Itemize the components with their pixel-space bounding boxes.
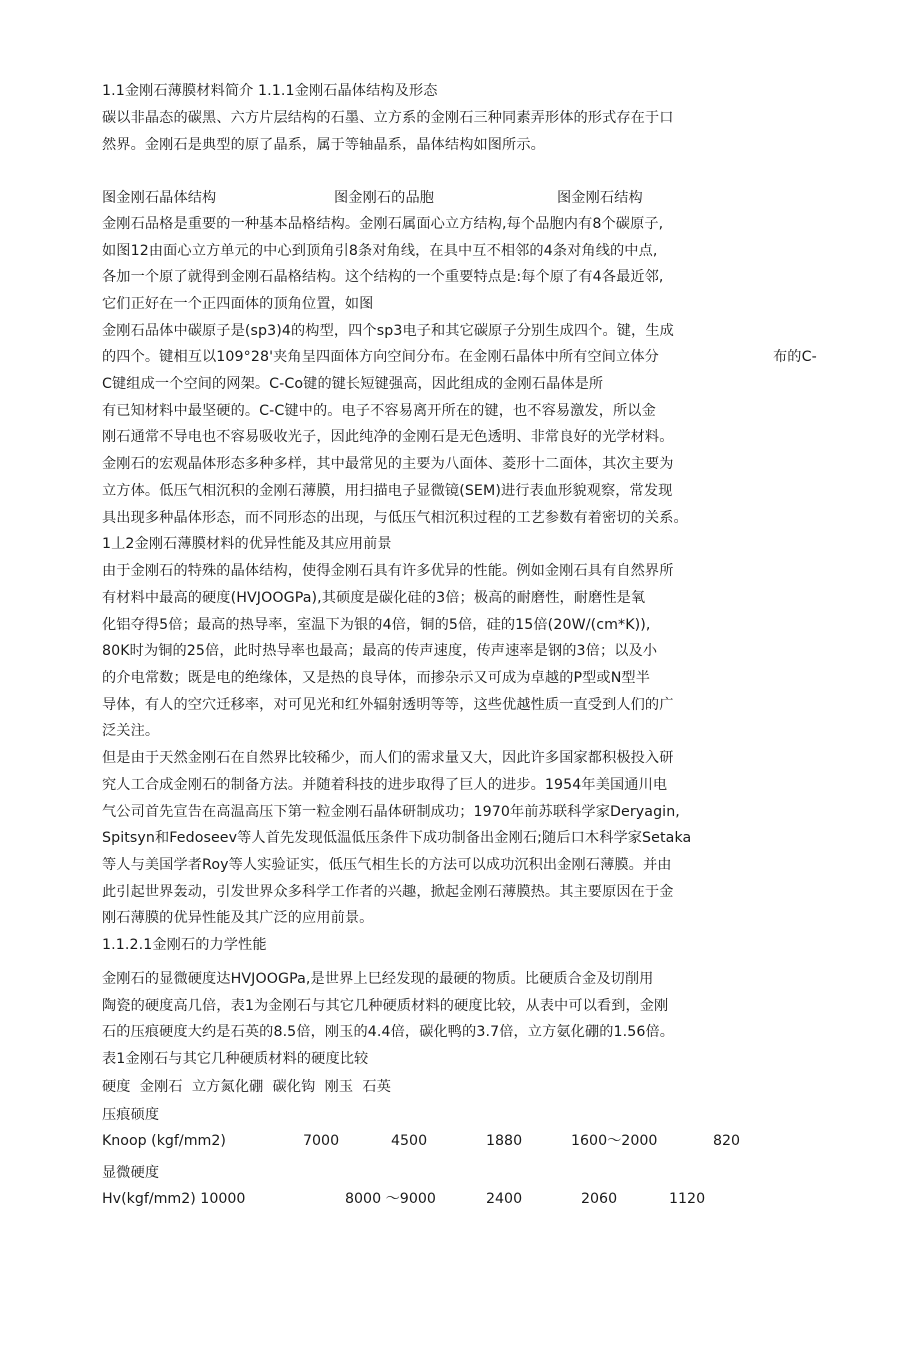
paragraph-line: 有材料中最高的硬度(HVJOOGPa),其硕度是碳化硅的3倍；极高的耐磨性，耐磨性是氧	[102, 590, 646, 606]
paragraph-line: 80K时为铜的25倍，此时热导率也最高；最高的传声速度，传声速率是钢的3倍；以及小	[102, 643, 658, 659]
paragraph-line: 金刚石品格是重要的一种基本品格结构。金刚石属面心立方结构,每个品胞内有8个碳原子,	[102, 216, 664, 232]
table-cell: 1120	[669, 1191, 706, 1207]
table-cell: Hv(kgf/mm2) 10000	[102, 1191, 246, 1207]
table-cell: Knoop (kgf/mm2)	[102, 1133, 226, 1149]
table-cell: 8000 ～9000	[345, 1191, 436, 1207]
paragraph-line: C键组成一个空间的网架。C-Co键的键长短键强高，因此组成的金刚石晶体是所	[102, 376, 604, 392]
paragraph-line: 有已知材料中最坚硬的。C-C键中的。电子不容易离开所在的键，也不容易激发，所以金	[102, 403, 656, 419]
paragraph-line: 立方体。低压气相沉积的金刚石薄膜，用扫描电子显微镜(SEM)进行表血形貌观察，常发现	[102, 483, 673, 499]
table-cell: 7000	[303, 1133, 340, 1149]
paragraph-line: 石的压痕硬度大约是石英的8.5倍，刚玉的4.4倍，碳化鸭的3.7倍，立方氨化硼的1.56倍。	[102, 1024, 675, 1040]
table-cell: 2400	[486, 1191, 523, 1207]
section-heading: 1.1.2.1金刚石的力学性能	[102, 937, 267, 953]
paragraph-line: 各加一个原了就得到金刚石晶格结构。这个结构的一个重要特点是:每个原了有4各最近邻,	[102, 269, 664, 285]
paragraph-line: 化铝夺得5倍；最高的热导率，室温下为银的4倍，铜的5倍，硅的15倍(20W/(cm*K)),	[102, 617, 651, 633]
table-header: 硬度 金刚石 立方氮化硼 碳化钩 刚玉 石英	[102, 1079, 391, 1095]
section-heading: 1.1金刚石薄膜材料简介 1.1.1金刚石晶体结构及形态	[102, 83, 438, 99]
paragraph-line: Spitsyn和Fedoseev等人首先发现低温低压条件下成功制备出金刚石;随后口木科学家Setaka	[102, 830, 692, 846]
paragraph-line: 如图12由面心立方单元的中心到顶角引8条对角线，在具中互不相邻的4条对角线的中点,	[102, 243, 658, 259]
table-cell: 2060	[581, 1191, 618, 1207]
table-group-label: 压痕硕度	[102, 1107, 160, 1123]
paragraph-line: 金刚石品体中碳原子是(sp3)4的构型，四个sp3电子和其它碳原子分别生成四个。键，生成	[102, 323, 674, 339]
paragraph-line: 泛关注。	[102, 723, 160, 739]
paragraph-line: 碳以非晶态的碳黑、六方片层结构的石墨、立方系的金刚石三种同素弄形体的形式存在于口	[102, 110, 674, 126]
paragraph-line: 金刚石的宏观晶体形态多种多样，其中最常见的主要为八面体、菱形十二面体，其次主要为	[102, 456, 674, 472]
paragraph-line: 由于金刚石的特殊的晶体结构，使得金刚石具有许多优异的性能。例如金刚石具有自然界所	[102, 563, 674, 579]
table-caption: 表1金刚石与其它几种硬质材料的硬度比较	[102, 1051, 369, 1067]
figure-caption: 图金刚石晶体结构	[102, 190, 217, 206]
paragraph-line: 刚石通常不导电也不容易吸收光子，因此纯净的金刚石是无色透明、非常良好的光学材料。	[102, 429, 674, 445]
table-group-label: 显微硬度	[102, 1165, 160, 1181]
paragraph-line: 具出现多种晶体形态，而不同形态的出现，与低压气相沉积过程的工艺参数有着密切的关系。	[102, 510, 688, 526]
paragraph-line: 它们正好在一个正四面体的顶角位置，如图	[102, 296, 374, 312]
paragraph-line: 究人工合成金刚石的制备方法。并随着科技的进步取得了巨人的进步。1954年美国通川电	[102, 777, 668, 793]
section-heading: 1丄2金刚石薄膜材料的优异性能及其应用前景	[102, 536, 392, 552]
table-cell: 1880	[486, 1133, 523, 1149]
table-cell: 1600～2000	[571, 1133, 658, 1149]
figure-caption: 图金刚石结构	[557, 190, 643, 206]
paragraph-line-tail: 布的C-	[773, 349, 817, 365]
paragraph-line: 气公司首先宣告在高温高压下第一粒金刚石晶体研制成功；1970年前苏联科学家Deryagin,	[102, 804, 680, 820]
paragraph-line: 但是由于天然金刚石在自然界比较稀少，而人们的需求量又大，因此许多国家都积极投入研	[102, 750, 674, 766]
paragraph-line: 的四个。键相互以109°28'夹角呈四面体方向空间分布。在金刚石晶体中所有空间立体分	[102, 349, 659, 365]
paragraph-line: 的介电常数；既是电的绝缘体，又是热的良导体，而掺杂示又可成为卓越的P型或N型半	[102, 670, 651, 686]
paragraph-line: 刚石薄膜的优异性能及其广泛的应用前景。	[102, 910, 374, 926]
figure-caption: 图金刚石的品胞	[334, 190, 435, 206]
table-cell: 4500	[391, 1133, 428, 1149]
paragraph-line: 然界。金刚石是典型的原了晶系，属于等轴晶系，晶体结构如图所示。	[102, 137, 545, 153]
paragraph-line: 陶瓷的硬度高几倍，表1为金刚石与其它几种硬质材料的硬度比较，从表中可以看到，金刚	[102, 998, 669, 1014]
paragraph-line: 金刚石的显微硬度达HVJOOGPa,是世界上巳经发现的最硬的物质。比硬质合金及切削用	[102, 971, 654, 987]
paragraph-line: 导体，有人的空穴迁移率，对可见光和红外辐射透明等等，这些优越性质一直受到人们的广	[102, 697, 674, 713]
paragraph-line: 此引起世界轰动，引发世界众多科学工作者的兴趣，掀起金刚石薄膜热。其主要原因在于金	[102, 884, 674, 900]
table-cell: 820	[713, 1133, 741, 1149]
paragraph-line: 等人与美国学者Roy等人实验证实，低压气相生长的方法可以成功沉积出金刚石薄膜。并由	[102, 857, 672, 873]
